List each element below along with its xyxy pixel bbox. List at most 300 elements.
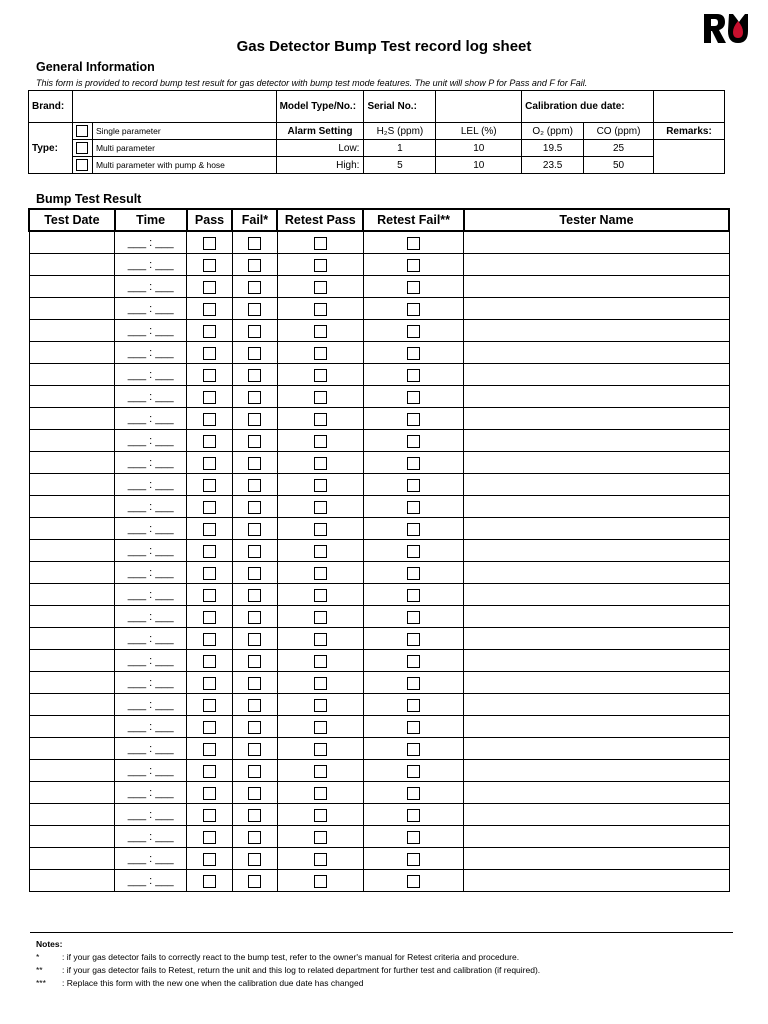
tester-name-cell[interactable] (464, 540, 729, 562)
fail-cell (232, 474, 277, 496)
retest-pass-checkbox[interactable] (314, 391, 327, 404)
retest-pass-checkbox[interactable] (314, 347, 327, 360)
retest-pass-checkbox[interactable] (314, 303, 327, 316)
test-date-cell[interactable] (29, 496, 115, 518)
retest-pass-checkbox[interactable] (314, 721, 327, 734)
test-date-cell[interactable] (29, 408, 115, 430)
retest-fail-checkbox[interactable] (407, 809, 420, 822)
retest-pass-checkbox[interactable] (314, 523, 327, 536)
pass-checkbox[interactable] (203, 413, 216, 426)
retest-fail-checkbox[interactable] (407, 391, 420, 404)
fail-checkbox[interactable] (248, 523, 261, 536)
retest-fail-checkbox[interactable] (407, 611, 420, 624)
fail-checkbox[interactable] (248, 259, 261, 272)
retest-pass-checkbox[interactable] (314, 237, 327, 250)
model-label: Model Type/No.: (276, 91, 364, 123)
tester-name-cell[interactable] (464, 606, 729, 628)
time-cell[interactable]: ___ : ___ (115, 342, 187, 364)
tester-name-cell[interactable] (464, 760, 729, 782)
low-label: Low: (276, 140, 364, 157)
remarks-field[interactable] (653, 140, 724, 174)
fail-checkbox[interactable] (248, 853, 261, 866)
retest-fail-checkbox[interactable] (407, 347, 420, 360)
col-pass: Pass (187, 209, 233, 231)
retest-pass-checkbox[interactable] (314, 369, 327, 382)
retest-fail-cell (363, 694, 464, 716)
test-date-cell[interactable] (29, 342, 115, 364)
time-cell[interactable]: ___ : ___ (115, 870, 187, 892)
remarks-header: Remarks: (653, 123, 724, 140)
retest-pass-cell (277, 606, 363, 628)
fail-checkbox[interactable] (248, 237, 261, 250)
pass-checkbox[interactable] (203, 853, 216, 866)
tester-name-cell[interactable] (464, 408, 729, 430)
fail-checkbox[interactable] (248, 677, 261, 690)
pass-checkbox[interactable] (203, 259, 216, 272)
test-date-cell[interactable] (29, 650, 115, 672)
test-date-cell[interactable] (29, 760, 115, 782)
serial-field[interactable] (436, 91, 522, 123)
pass-cell (187, 298, 233, 320)
table-row (29, 672, 729, 694)
pass-checkbox[interactable] (203, 523, 216, 536)
fail-cell (232, 496, 277, 518)
pass-cell (187, 716, 233, 738)
pass-checkbox[interactable] (203, 721, 216, 734)
time-cell[interactable]: ___ : ___ (115, 364, 187, 386)
time-cell[interactable]: ___ : ___ (115, 716, 187, 738)
retest-pass-checkbox[interactable] (314, 611, 327, 624)
fail-checkbox[interactable] (248, 369, 261, 382)
tester-name-cell[interactable] (464, 276, 729, 298)
fail-checkbox[interactable] (248, 589, 261, 602)
note-item: * : if your gas detector fails to correctly react to the bump test, refer to the owner's manual for Retest criteria and procedure. (36, 952, 520, 962)
retest-fail-cell (363, 231, 464, 254)
notes (36, 938, 540, 990)
pass-cell (187, 584, 233, 606)
retest-fail-checkbox[interactable] (407, 281, 420, 294)
tester-name-cell[interactable] (464, 320, 729, 342)
retest-pass-checkbox[interactable] (314, 809, 327, 822)
type-multi-pump-checkbox[interactable] (76, 159, 88, 171)
test-date-cell[interactable] (29, 870, 115, 892)
general-info-heading: General Information (36, 60, 155, 74)
fail-checkbox[interactable] (248, 303, 261, 316)
type-label: Type: (29, 123, 73, 174)
table-row (29, 804, 729, 826)
retest-fail-checkbox[interactable] (407, 567, 420, 580)
retest-pass-checkbox[interactable] (314, 765, 327, 778)
table-row (29, 716, 729, 738)
table-row (29, 584, 729, 606)
pass-checkbox[interactable] (203, 303, 216, 316)
retest-fail-checkbox[interactable] (407, 831, 420, 844)
retest-pass-checkbox[interactable] (314, 633, 327, 646)
fail-cell (232, 716, 277, 738)
brand-label: Brand: (29, 91, 73, 123)
table-row (29, 254, 729, 276)
test-date-cell[interactable] (29, 540, 115, 562)
fail-checkbox[interactable] (248, 633, 261, 646)
test-date-cell[interactable] (29, 782, 115, 804)
retest-fail-checkbox[interactable] (407, 721, 420, 734)
retest-pass-cell (277, 628, 363, 650)
test-date-cell[interactable] (29, 628, 115, 650)
fail-checkbox[interactable] (248, 655, 261, 668)
test-date-cell[interactable] (29, 606, 115, 628)
fail-checkbox[interactable] (248, 281, 261, 294)
fail-cell (232, 518, 277, 540)
pass-checkbox[interactable] (203, 369, 216, 382)
time-cell[interactable]: ___ : ___ (115, 518, 187, 540)
fail-checkbox[interactable] (248, 457, 261, 470)
tester-name-cell[interactable] (464, 496, 729, 518)
page-title: Gas Detector Bump Test record log sheet (236, 38, 532, 55)
retest-fail-checkbox[interactable] (407, 501, 420, 514)
tester-name-cell[interactable] (464, 628, 729, 650)
pass-checkbox[interactable] (203, 347, 216, 360)
retest-pass-checkbox[interactable] (314, 831, 327, 844)
time-cell[interactable]: ___ : ___ (115, 848, 187, 870)
test-date-cell[interactable] (29, 716, 115, 738)
fail-checkbox[interactable] (248, 435, 261, 448)
retest-fail-checkbox[interactable] (407, 699, 420, 712)
fail-cell (232, 231, 277, 254)
time-cell[interactable]: ___ : ___ (115, 254, 187, 276)
retest-pass-checkbox[interactable] (314, 501, 327, 514)
table-row (29, 540, 729, 562)
pass-checkbox[interactable] (203, 325, 216, 338)
retest-fail-checkbox[interactable] (407, 369, 420, 382)
time-cell[interactable]: ___ : ___ (115, 672, 187, 694)
time-cell[interactable]: ___ : ___ (115, 650, 187, 672)
pass-checkbox[interactable] (203, 765, 216, 778)
fail-cell (232, 870, 277, 892)
fail-checkbox[interactable] (248, 809, 261, 822)
retest-fail-checkbox[interactable] (407, 853, 420, 866)
test-date-cell[interactable] (29, 562, 115, 584)
tester-name-cell[interactable] (464, 386, 729, 408)
test-date-cell[interactable] (29, 276, 115, 298)
fail-checkbox[interactable] (248, 501, 261, 514)
calibration-field[interactable] (653, 91, 724, 123)
type-multi-checkbox[interactable] (76, 142, 88, 154)
fail-checkbox[interactable] (248, 743, 261, 756)
fail-checkbox[interactable] (248, 721, 261, 734)
retest-pass-checkbox[interactable] (314, 435, 327, 448)
time-cell[interactable]: ___ : ___ (115, 496, 187, 518)
tester-name-cell[interactable] (464, 298, 729, 320)
brand-field[interactable] (72, 91, 276, 123)
retest-pass-checkbox[interactable] (314, 655, 327, 668)
type-single-checkbox[interactable] (76, 125, 88, 137)
retest-fail-cell (363, 430, 464, 452)
retest-pass-cell (277, 870, 363, 892)
fail-checkbox[interactable] (248, 567, 261, 580)
retest-fail-cell (363, 870, 464, 892)
pass-checkbox[interactable] (203, 699, 216, 712)
retest-fail-cell (363, 452, 464, 474)
table-row (29, 364, 729, 386)
fail-checkbox[interactable] (248, 325, 261, 338)
pass-checkbox[interactable] (203, 787, 216, 800)
retest-pass-checkbox[interactable] (314, 589, 327, 602)
tester-name-cell[interactable] (464, 672, 729, 694)
retest-fail-cell (363, 518, 464, 540)
retest-fail-checkbox[interactable] (407, 325, 420, 338)
table-row (29, 342, 729, 364)
pass-checkbox[interactable] (203, 809, 216, 822)
pass-cell (187, 386, 233, 408)
retest-fail-checkbox[interactable] (407, 413, 420, 426)
test-date-cell[interactable] (29, 738, 115, 760)
low-lel: 10 (436, 140, 522, 157)
note-item: ** : if your gas detector fails to Retest, return the unit and this log to related department for further test and calibration (if required). (36, 965, 541, 975)
test-date-cell[interactable] (29, 672, 115, 694)
retest-fail-checkbox[interactable] (407, 875, 420, 888)
retest-fail-checkbox[interactable] (407, 655, 420, 668)
retest-fail-checkbox[interactable] (407, 633, 420, 646)
col-retest-fail: Retest Fail** (363, 209, 464, 231)
retest-pass-checkbox[interactable] (314, 413, 327, 426)
retest-fail-checkbox[interactable] (407, 303, 420, 316)
fail-checkbox[interactable] (248, 413, 261, 426)
tester-name-cell[interactable] (464, 231, 729, 254)
retest-pass-checkbox[interactable] (314, 787, 327, 800)
fail-cell (232, 672, 277, 694)
test-date-cell[interactable] (29, 474, 115, 496)
time-cell[interactable]: ___ : ___ (115, 826, 187, 848)
low-h2s: 1 (364, 140, 436, 157)
bump-test-table (28, 208, 730, 892)
table-row (29, 320, 729, 342)
fail-cell (232, 760, 277, 782)
fail-checkbox[interactable] (248, 699, 261, 712)
retest-fail-checkbox[interactable] (407, 545, 420, 558)
retest-fail-checkbox[interactable] (407, 457, 420, 470)
test-date-cell[interactable] (29, 386, 115, 408)
test-date-cell[interactable] (29, 848, 115, 870)
retest-pass-checkbox[interactable] (314, 853, 327, 866)
retest-pass-cell (277, 408, 363, 430)
notes-heading: Notes: (36, 939, 63, 949)
retest-fail-cell (363, 562, 464, 584)
pass-checkbox[interactable] (203, 281, 216, 294)
tester-name-cell[interactable] (464, 518, 729, 540)
time-cell[interactable]: ___ : ___ (115, 408, 187, 430)
retest-pass-checkbox[interactable] (314, 325, 327, 338)
fail-cell (232, 452, 277, 474)
retest-fail-cell (363, 342, 464, 364)
time-cell[interactable]: ___ : ___ (115, 320, 187, 342)
fail-checkbox[interactable] (248, 787, 261, 800)
retest-pass-checkbox[interactable] (314, 743, 327, 756)
fail-cell (232, 276, 277, 298)
table-row (29, 650, 729, 672)
pass-cell (187, 562, 233, 584)
retest-fail-cell (363, 364, 464, 386)
retest-fail-cell (363, 628, 464, 650)
retest-fail-checkbox[interactable] (407, 743, 420, 756)
retest-fail-checkbox[interactable] (407, 765, 420, 778)
pass-checkbox[interactable] (203, 875, 216, 888)
pass-checkbox[interactable] (203, 479, 216, 492)
test-date-cell[interactable] (29, 826, 115, 848)
pass-checkbox[interactable] (203, 831, 216, 844)
time-cell[interactable]: ___ : ___ (115, 694, 187, 716)
time-cell[interactable]: ___ : ___ (115, 584, 187, 606)
time-cell[interactable]: ___ : ___ (115, 386, 187, 408)
tester-name-cell[interactable] (464, 716, 729, 738)
retest-pass-checkbox[interactable] (314, 479, 327, 492)
fail-cell (232, 562, 277, 584)
col-test-date: Test Date (29, 209, 115, 231)
time-cell[interactable]: ___ : ___ (115, 782, 187, 804)
tester-name-cell[interactable] (464, 782, 729, 804)
time-cell[interactable]: ___ : ___ (115, 430, 187, 452)
pass-checkbox[interactable] (203, 743, 216, 756)
retest-fail-checkbox[interactable] (407, 523, 420, 536)
lel-header: LEL (%) (436, 123, 522, 140)
time-cell[interactable]: ___ : ___ (115, 452, 187, 474)
time-cell[interactable]: ___ : ___ (115, 606, 187, 628)
time-cell[interactable]: ___ : ___ (115, 760, 187, 782)
pass-checkbox[interactable] (203, 567, 216, 580)
time-cell[interactable]: ___ : ___ (115, 298, 187, 320)
fail-checkbox[interactable] (248, 765, 261, 778)
tester-name-cell[interactable] (464, 870, 729, 892)
retest-pass-checkbox[interactable] (314, 281, 327, 294)
retest-pass-checkbox[interactable] (314, 545, 327, 558)
pass-checkbox[interactable] (203, 237, 216, 250)
pass-cell (187, 474, 233, 496)
test-date-cell[interactable] (29, 430, 115, 452)
table-row (29, 408, 729, 430)
tester-name-cell[interactable] (464, 254, 729, 276)
time-cell[interactable]: ___ : ___ (115, 540, 187, 562)
retest-pass-checkbox[interactable] (314, 457, 327, 470)
time-cell[interactable]: ___ : ___ (115, 276, 187, 298)
pass-checkbox[interactable] (203, 589, 216, 602)
pass-checkbox[interactable] (203, 611, 216, 624)
tester-name-cell[interactable] (464, 826, 729, 848)
retest-fail-cell (363, 672, 464, 694)
tester-name-cell[interactable] (464, 738, 729, 760)
low-co: 25 (584, 140, 654, 157)
pass-cell (187, 826, 233, 848)
retest-fail-checkbox[interactable] (407, 237, 420, 250)
retest-pass-cell (277, 782, 363, 804)
retest-fail-cell (363, 386, 464, 408)
pass-checkbox[interactable] (203, 457, 216, 470)
fail-checkbox[interactable] (248, 611, 261, 624)
fail-checkbox[interactable] (248, 479, 261, 492)
pass-checkbox[interactable] (203, 501, 216, 514)
time-cell[interactable]: ___ : ___ (115, 628, 187, 650)
retest-fail-cell (363, 738, 464, 760)
tester-name-cell[interactable] (464, 342, 729, 364)
test-date-cell[interactable] (29, 231, 115, 254)
time-cell[interactable]: ___ : ___ (115, 231, 187, 254)
retest-fail-cell (363, 540, 464, 562)
pass-checkbox[interactable] (203, 633, 216, 646)
col-fail: Fail* (232, 209, 277, 231)
retest-fail-checkbox[interactable] (407, 787, 420, 800)
retest-pass-checkbox[interactable] (314, 567, 327, 580)
tester-name-cell[interactable] (464, 804, 729, 826)
test-date-cell[interactable] (29, 254, 115, 276)
high-o2: 23.5 (522, 157, 584, 174)
tester-name-cell[interactable] (464, 584, 729, 606)
retest-pass-checkbox[interactable] (314, 699, 327, 712)
retest-fail-cell (363, 606, 464, 628)
intro-text: This form is provided to record bump test result for gas detector with bump test mode features. The unit will show P for Pass and F for Fail. (36, 78, 588, 88)
retest-fail-checkbox[interactable] (407, 677, 420, 690)
retest-pass-cell (277, 298, 363, 320)
pass-checkbox[interactable] (203, 655, 216, 668)
retest-fail-checkbox[interactable] (407, 259, 420, 272)
fail-checkbox[interactable] (248, 347, 261, 360)
retest-pass-cell (277, 342, 363, 364)
fail-cell (232, 848, 277, 870)
bump-test-header-row (29, 209, 729, 231)
retest-pass-checkbox[interactable] (314, 875, 327, 888)
retest-fail-checkbox[interactable] (407, 479, 420, 492)
fail-cell (232, 254, 277, 276)
retest-pass-cell (277, 496, 363, 518)
tester-name-cell[interactable] (464, 650, 729, 672)
time-cell[interactable]: ___ : ___ (115, 804, 187, 826)
time-cell[interactable]: ___ : ___ (115, 474, 187, 496)
col-tester-name: Tester Name (464, 209, 729, 231)
tester-name-cell[interactable] (464, 848, 729, 870)
time-cell[interactable]: ___ : ___ (115, 562, 187, 584)
tester-name-cell[interactable] (464, 562, 729, 584)
tester-name-cell[interactable] (464, 364, 729, 386)
test-date-cell[interactable] (29, 298, 115, 320)
tester-name-cell[interactable] (464, 474, 729, 496)
table-row (29, 231, 729, 254)
pass-checkbox[interactable] (203, 545, 216, 558)
pass-checkbox[interactable] (203, 677, 216, 690)
test-date-cell[interactable] (29, 320, 115, 342)
fail-checkbox[interactable] (248, 875, 261, 888)
test-date-cell[interactable] (29, 518, 115, 540)
test-date-cell[interactable] (29, 694, 115, 716)
pass-checkbox[interactable] (203, 435, 216, 448)
table-row (29, 562, 729, 584)
retest-pass-checkbox[interactable] (314, 677, 327, 690)
test-date-cell[interactable] (29, 804, 115, 826)
tester-name-cell[interactable] (464, 694, 729, 716)
test-date-cell[interactable] (29, 584, 115, 606)
retest-fail-checkbox[interactable] (407, 589, 420, 602)
pass-checkbox[interactable] (203, 391, 216, 404)
test-date-cell[interactable] (29, 452, 115, 474)
time-cell[interactable]: ___ : ___ (115, 738, 187, 760)
fail-checkbox[interactable] (248, 831, 261, 844)
retest-pass-cell (277, 386, 363, 408)
retest-pass-checkbox[interactable] (314, 259, 327, 272)
retest-fail-checkbox[interactable] (407, 435, 420, 448)
fail-checkbox[interactable] (248, 545, 261, 558)
notes-divider (30, 932, 733, 933)
fail-checkbox[interactable] (248, 391, 261, 404)
test-date-cell[interactable] (29, 364, 115, 386)
tester-name-cell[interactable] (464, 452, 729, 474)
fail-cell (232, 738, 277, 760)
tester-name-cell[interactable] (464, 430, 729, 452)
